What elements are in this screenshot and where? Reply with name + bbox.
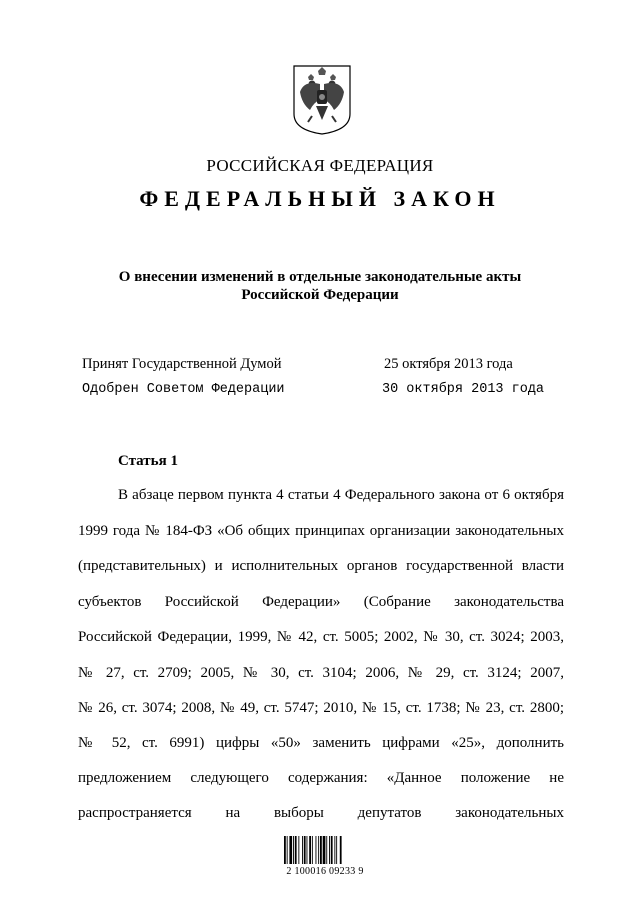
coat-of-arms-icon — [290, 62, 354, 136]
adoption-duma-date: 25 октября 2013 года — [384, 356, 513, 372]
article-line: предложением следующего содержания: «Данное положение не — [78, 770, 564, 786]
law-title — [60, 268, 580, 304]
article-line: № 27, ст. 2709; 2005, № 30, ст. 3104; 2006, № 29, ст. 3124; 2007, — [78, 665, 564, 681]
article-line: В абзаце первом пункта 4 статьи 4 Федерального закона от 6 октября — [118, 487, 564, 503]
law-title-line-2: Российской Федерации — [241, 287, 399, 303]
article-heading: Статья 1 — [118, 453, 178, 469]
article-line: Российской Федерации, 1999, № 42, ст. 5005; 2002, № 30, ст. 3024; 2003, — [78, 629, 564, 645]
country-name: РОССИЙСКАЯ ФЕДЕРАЦИЯ — [206, 156, 434, 175]
adoption-council-date: 30 октября 2013 года — [382, 382, 545, 397]
article-line: № 52, ст. 6991) цифры «50» заменить цифрами «25», дополнить — [78, 735, 564, 751]
article-line: субъектов Российской Федерации» (Собрание законодательства — [78, 594, 564, 610]
article-line: (представительных) и исполнительных органов государственной власти — [78, 558, 564, 574]
law-title-line-1: О внесении изменений в отдельные законодательные акты — [118, 269, 522, 285]
barcode-icon — [284, 832, 360, 870]
barcode-number: 2 100016 09233 9 — [286, 866, 364, 877]
adoption-council-label: Одобрен Советом Федерации — [82, 382, 285, 397]
article-line: распространяется на выборы депутатов законодательных — [78, 805, 564, 821]
document-type: ФЕДЕРАЛЬНЫЙ ЗАКОН — [139, 186, 501, 211]
article-line: 1999 года № 184-ФЗ «Об общих принципах организации законодательных — [78, 523, 564, 539]
article-line: № 26, ст. 3074; 2008, № 49, ст. 5747; 2010, № 15, ст. 1738; № 23, ст. 2800; — [78, 700, 564, 716]
adoption-duma-label: Принят Государственной Думой — [82, 356, 282, 372]
